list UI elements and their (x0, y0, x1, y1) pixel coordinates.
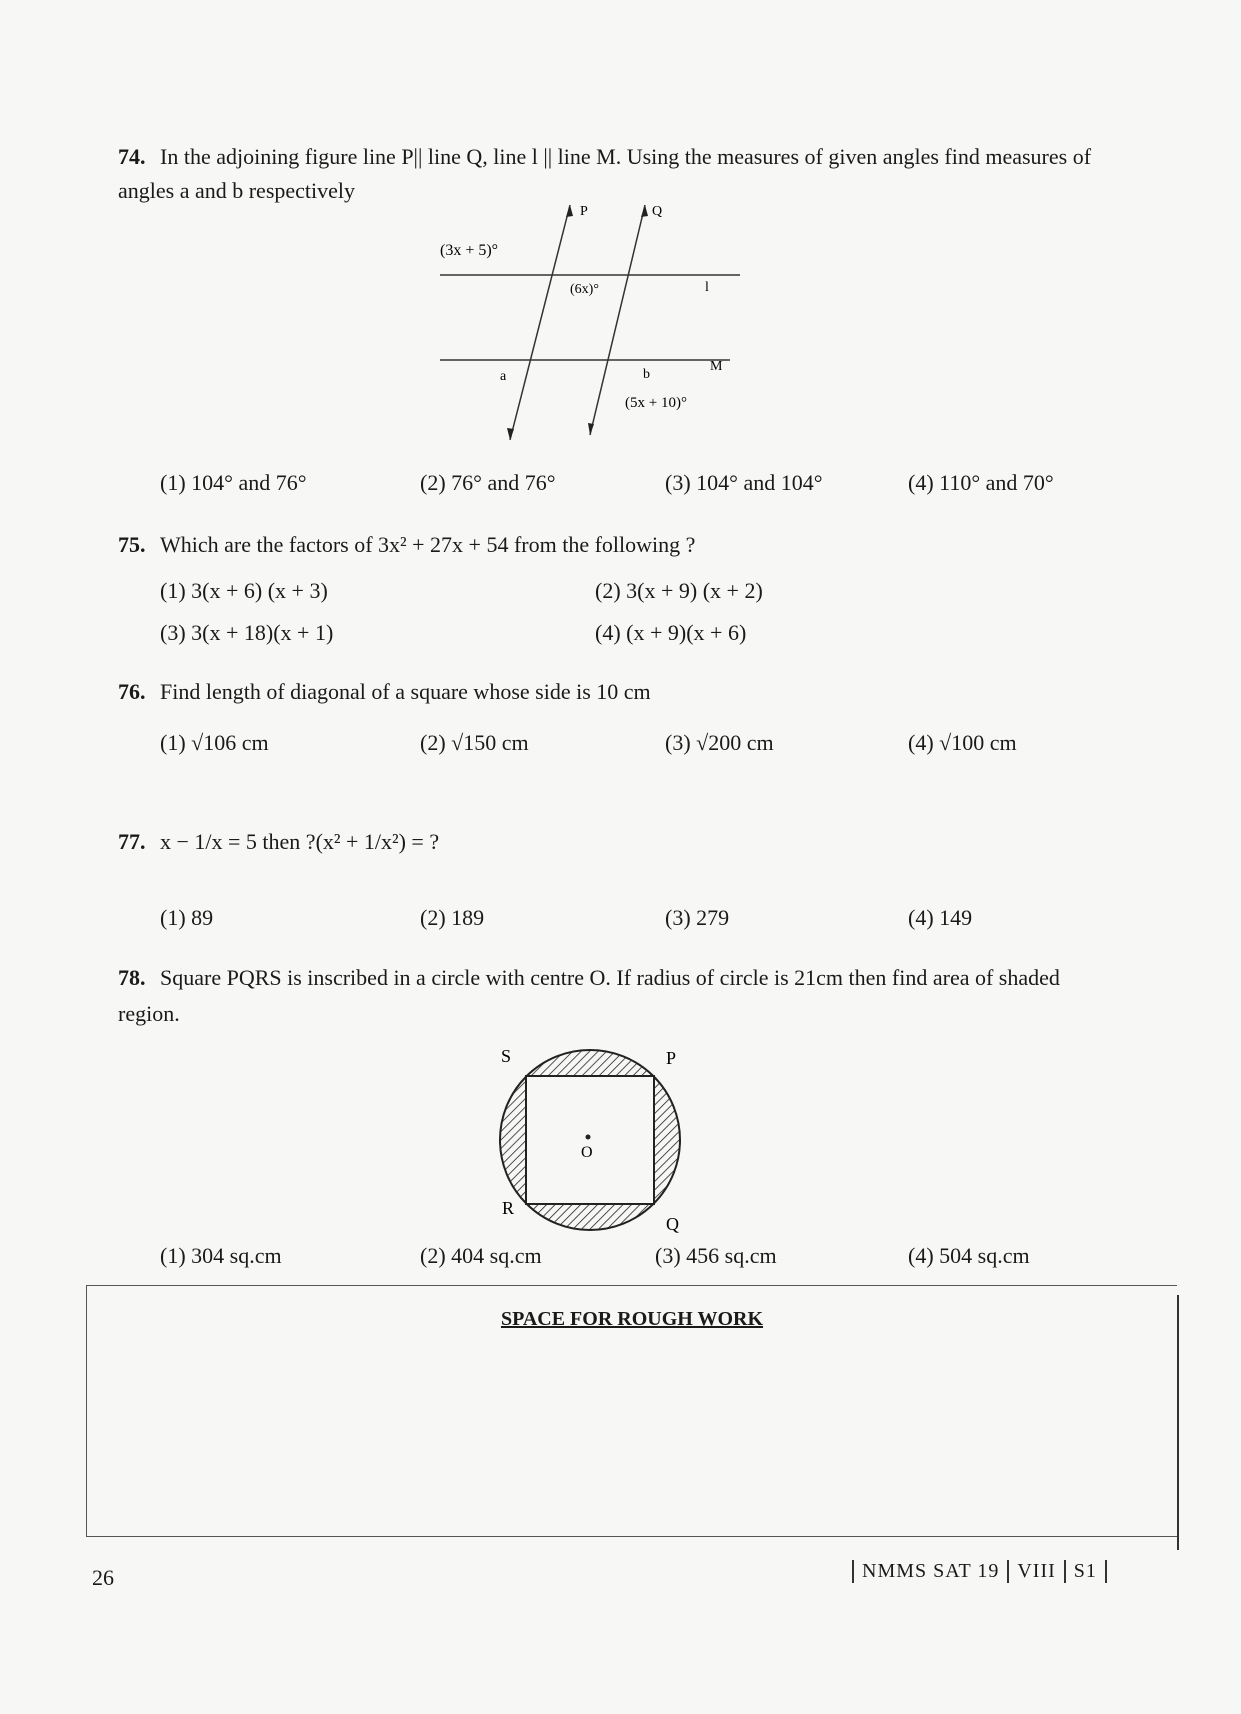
angle-3x-label: (3x + 5)° (440, 242, 499, 259)
option-3[interactable]: (3) 104° and 104° (665, 470, 823, 495)
question-number: 74. (118, 144, 146, 169)
option-2[interactable]: (2) 189 (420, 905, 485, 930)
question-text: Which are the factors of 3x² + 27x + 54 from the following ? (160, 532, 696, 557)
vertex-s-label: S (501, 1046, 512, 1066)
angle-b-label: b (643, 367, 650, 382)
question-text: Find length of diagonal of a square whose side is 10 cm (160, 679, 651, 704)
angle-a-label: a (500, 369, 507, 384)
vertex-r-label: R (502, 1198, 515, 1218)
option-1[interactable]: (1) 89 (160, 905, 214, 930)
option-3[interactable]: (3) √200 cm (665, 730, 774, 755)
footer-code (852, 1560, 1107, 1583)
circle-square-figure (490, 1040, 710, 1235)
option-3[interactable]: (3) 456 sq.cm (655, 1243, 777, 1268)
line-m-label: M (710, 359, 723, 374)
option-1[interactable]: (1) √106 cm (160, 730, 269, 755)
option-2[interactable]: (2) 404 sq.cm (420, 1243, 542, 1268)
footer-set: S1 (1064, 1560, 1107, 1583)
option-4[interactable]: (4) (x + 9)(x + 6) (595, 620, 747, 645)
vertex-p-label: P (666, 1048, 677, 1068)
rough-work-title: SPACE FOR ROUGH WORK (500, 1308, 764, 1330)
option-1[interactable]: (1) 104° and 76° (160, 470, 307, 495)
option-3[interactable]: (3) 3(x + 18)(x + 1) (160, 620, 334, 645)
parallel-lines-figure (440, 195, 760, 445)
question-text: Square PQRS is inscribed in a circle with centre O. If radius of circle is 21cm then find area of shaded region. (118, 965, 1060, 1026)
option-4[interactable]: (4) 110° and 70° (908, 470, 1054, 495)
option-1[interactable]: (1) 3(x + 6) (x + 3) (160, 578, 328, 603)
option-4[interactable]: (4) 149 (908, 905, 973, 930)
angle-5x-label: (5x + 10)° (625, 395, 687, 411)
question-number: 77. (118, 829, 146, 854)
option-2[interactable]: (2) 3(x + 9) (x + 2) (595, 578, 763, 603)
centre-o-label: O (581, 1144, 593, 1161)
angle-6x-label: (6x)° (570, 282, 599, 297)
question-75 (118, 528, 1108, 562)
option-2[interactable]: (2) 76° and 76° (420, 470, 556, 495)
vertex-q-label: Q (666, 1214, 679, 1234)
footer-exam: NMMS SAT 19 (852, 1560, 1007, 1583)
option-1[interactable]: (1) 304 sq.cm (160, 1243, 282, 1268)
question-number: 75. (118, 532, 146, 557)
line-q-label: Q (652, 204, 663, 219)
footer-class: VIII (1007, 1560, 1063, 1583)
question-text: In the adjoining figure line P|| line Q, line l || line M. Using the measures of given angles find measures of angles a and b respectively (118, 144, 1092, 203)
question-number: 78. (118, 965, 146, 990)
option-2[interactable]: (2) √150 cm (420, 730, 529, 755)
question-text: x − 1/x = 5 then ?(x² + 1/x²) = ? (160, 829, 440, 854)
question-number: 76. (118, 679, 146, 704)
rough-work-box (86, 1285, 1177, 1537)
line-l-label: l (705, 280, 709, 295)
question-78 (118, 960, 1108, 1032)
option-4[interactable]: (4) 504 sq.cm (908, 1243, 1030, 1268)
option-4[interactable]: (4) √100 cm (908, 730, 1017, 755)
line-p-label: P (580, 204, 588, 219)
rough-work-right-border (1177, 1295, 1179, 1550)
question-77 (118, 825, 1108, 859)
question-76 (118, 675, 1108, 709)
option-3[interactable]: (3) 279 (665, 905, 730, 930)
page-number: 26 (92, 1565, 114, 1590)
